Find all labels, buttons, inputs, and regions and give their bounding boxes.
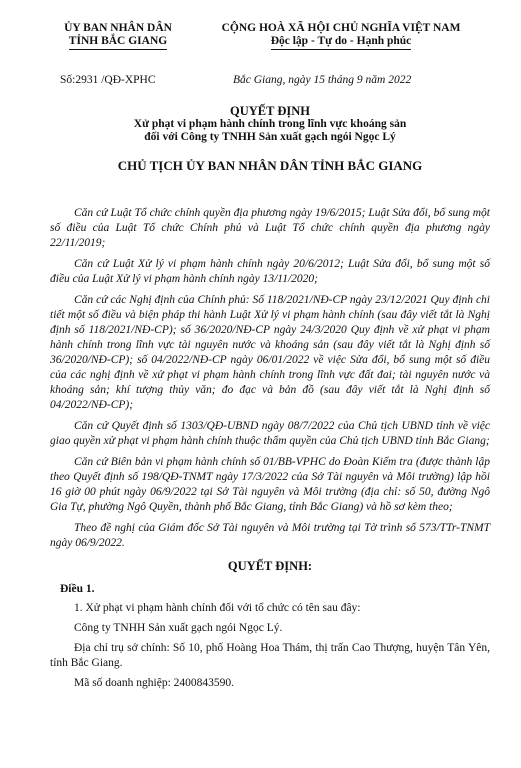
nation-name: CỘNG HOÀ XÃ HỘI CHỦ NGHĨA VIỆT NAM — [221, 22, 461, 34]
preamble-paragraph: Căn cứ Luật Tổ chức chính quyền địa phương ngày 19/6/2015; Luật Sửa đổi, bổ sung một số điều của Luật Tổ chức Chính phủ và Luật Tổ chức chính quyền địa phương ngày 22/11/2019; — [50, 207, 490, 249]
article-1-item: Mã số doanh nghiệp: 2400843590. — [74, 677, 235, 689]
document-date: Bắc Giang, ngày 15 tháng 9 năm 2022 — [233, 74, 412, 86]
preamble-paragraph: Theo đề nghị của Giám đốc Sở Tài nguyên và Môi trường tại Tờ trình số 573/TTr-TNMT ngày 06/9/2022. — [50, 522, 490, 549]
title-block — [40, 104, 500, 173]
nation-motto: Độc lập - Tự do - Hạnh phúc — [271, 35, 412, 50]
agency-block — [48, 22, 188, 50]
document-body — [50, 206, 490, 696]
document-subtitle-2: đối với Công ty TNHH Sản xuất gạch ngói Ngọc Lý — [144, 131, 396, 143]
article-1-item: Công ty TNHH Sản xuất gạch ngói Ngọc Lý. — [74, 622, 283, 634]
preamble-paragraph: Căn cứ Biên bản vi phạm hành chính số 01/BB-VPHC do Đoàn Kiểm tra (được thành lập theo Quyết định số 198/QĐ-TNMT ngày 17/3/2022 của Sở Tài nguyên và Môi trường) lập hồi 16 giờ 00 phút ngày 06/9/2022 tại Sở Tài nguyên và Môi trường (địa chỉ: số 50, đường Ngô Gia Tự, phường Ngô Quyền, thành phố Bắc Giang, tỉnh Bắc Giang) và hồ sơ kèm theo; — [50, 456, 490, 513]
agency-name-line2: TỈNH BẮC GIANG — [69, 35, 167, 50]
issuer-title: CHỦ TỊCH ỦY BAN NHÂN DÂN TỈNH BẮC GIANG — [117, 158, 423, 173]
decision-heading: QUYẾT ĐỊNH: — [227, 559, 313, 573]
article-1-label: Điều 1. — [60, 583, 95, 595]
preamble-paragraph: Căn cứ các Nghị định của Chính phủ: Số 118/2021/NĐ-CP ngày 23/12/2021 Quy định chi tiết một số điều và biện pháp thi hành Luật Xử lý vi phạm hành chính (sau đây viết tắt là Nghị định số 118/2021/NĐ-CP); số 36/2020/NĐ-CP ngày 24/3/2020 Quy định về xử phạt vi phạm hành chính trong lĩnh vực tài nguyên nước và khoáng sản (sau đây viết tắt là Nghị định số 36/2020/NĐ-CP); số 04/2022/NĐ-CP ngày 06/01/2022 về việc Sửa đổi, bổ sung một số điều của các nghị định về xử phạt vi phạm hành chính trong lĩnh vực đất đai; tài nguyên nước và khoáng sản; khí tượng thủy văn; đo đạc và bản đồ (sau đây viết tắt là Nghị định số 04/2022/NĐ-CP); — [50, 294, 490, 411]
document-title: QUYẾT ĐỊNH — [230, 104, 310, 118]
article-1-item: 1. Xử phạt vi phạm hành chính đối với tổ chức có tên sau đây: — [74, 602, 361, 614]
preamble-paragraph: Căn cứ Quyết định số 1303/QĐ-UBND ngày 08/7/2022 của Chủ tịch UBND tỉnh về việc giao quyền xử phạt vi phạm hành chính thuộc thẩm quyền của Chủ tịch UBND tỉnh Bắc Giang; — [50, 420, 490, 447]
article-1-item: Địa chỉ trụ sở chính: Số 10, phố Hoàng Hoa Thám, thị trấn Cao Thượng, huyện Tân Yên, tỉnh Bắc Giang. — [50, 642, 490, 669]
document-number: Số:2931 /QĐ-XPHC — [60, 74, 156, 86]
preamble-paragraph: Căn cứ Luật Xử lý vi phạm hành chính ngày 20/6/2012; Luật Sửa đổi, bổ sung một số điều của Luật Xử lý vi phạm hành chính ngày 13/11/2020; — [50, 258, 490, 285]
document-header — [0, 22, 521, 92]
agency-name-line1: ỦY BAN NHÂN DÂN — [64, 22, 172, 34]
national-motto-block — [196, 22, 486, 50]
document-subtitle-1: Xử phạt vi phạm hành chính trong lĩnh vực khoáng sản — [133, 118, 407, 130]
